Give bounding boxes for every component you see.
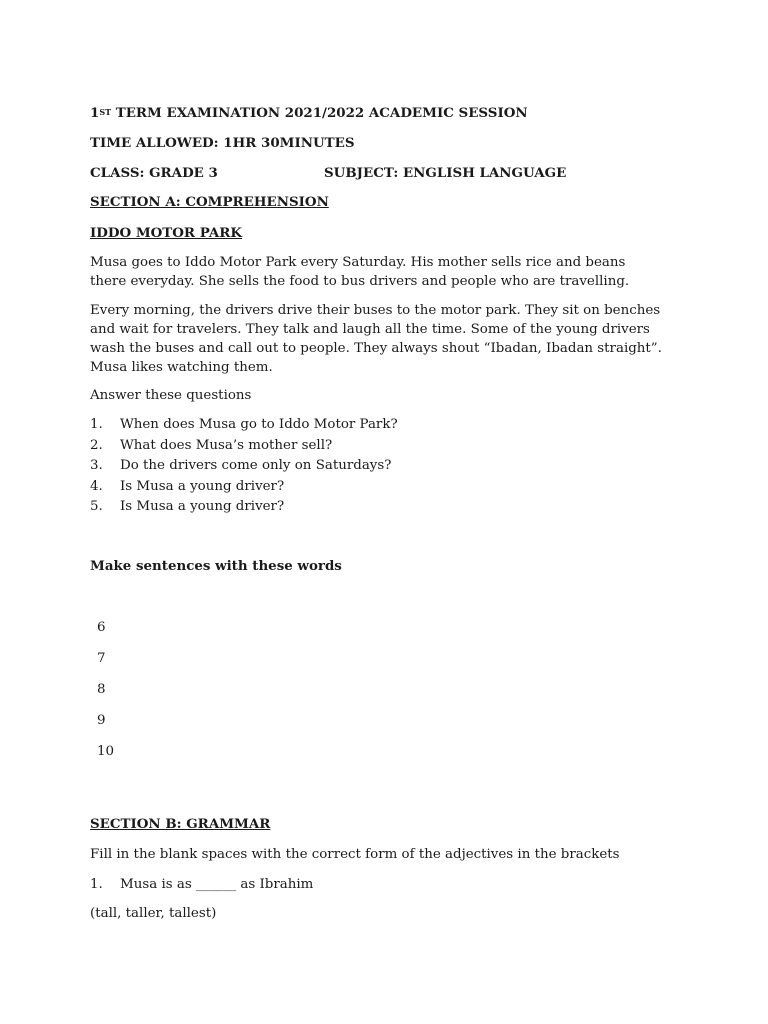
sentence-number: 10 <box>97 744 115 759</box>
passage-paragraph-1: Musa goes to Iddo Motor Park every Saturday. His mother sells rice and beans there everyday. She sells the food to bus drivers and people who are travelling. <box>90 255 630 289</box>
question-item <box>90 415 398 434</box>
class-subject-line <box>90 164 690 183</box>
grammar-question <box>90 875 313 894</box>
question-text: When does Musa go to Iddo Motor Park? <box>120 417 398 432</box>
sentences-heading: Make sentences with these words <box>90 558 342 574</box>
question-text: Is Musa a young driver? <box>120 499 285 514</box>
time-allowed: TIME ALLOWED: 1HR 30MINUTES <box>90 135 355 151</box>
question-number: 3. <box>90 458 103 473</box>
answer-prompt: Answer these questions <box>90 388 252 403</box>
sentence-number: 6 <box>97 620 106 635</box>
question-number: 1. <box>90 417 103 432</box>
question-item <box>90 477 284 496</box>
sentence-number: 7 <box>97 651 106 666</box>
question-item <box>90 436 332 455</box>
question-number: 5. <box>90 499 103 514</box>
sentence-number: 8 <box>97 682 106 697</box>
question-number: 4. <box>90 479 103 494</box>
question-number: 1. <box>90 877 103 892</box>
grammar-options: (tall, taller, tallest) <box>90 906 217 921</box>
question-item <box>90 497 284 516</box>
question-item <box>90 456 391 475</box>
term-number: 1 <box>90 105 100 121</box>
section-b-title: SECTION B: GRAMMAR <box>90 816 271 832</box>
term-title-rest: TERM EXAMINATION 2021/2022 ACADEMIC SESSION <box>111 105 528 121</box>
passage-paragraph-2: Every morning, the drivers drive their buses to the motor park. They sit on benches and wait for travelers. They talk and laugh all the time. Some of the young drivers wash the buses and call out to people. They always shout “Ibadan, Ibadan straight”. Musa likes watching them. <box>90 303 662 375</box>
question-text: Do the drivers come only on Saturdays? <box>120 458 392 473</box>
question-number: 2. <box>90 438 103 453</box>
exam-term-title <box>90 104 528 123</box>
question-text: What does Musa’s mother sell? <box>120 438 333 453</box>
question-text: Is Musa a young driver? <box>120 479 285 494</box>
subject-label: SUBJECT: ENGLISH LANGUAGE <box>324 165 567 181</box>
term-superscript: ST <box>99 107 112 117</box>
section-a-title: SECTION A: COMPREHENSION <box>90 194 329 210</box>
sentence-number: 9 <box>97 713 106 728</box>
passage-title: IDDO MOTOR PARK <box>90 225 242 241</box>
grammar-instruction: Fill in the blank spaces with the correct form of the adjectives in the brackets <box>90 847 620 862</box>
question-text: Musa is as ______ as Ibrahim <box>120 877 314 892</box>
class-label: CLASS: GRADE 3 <box>90 165 218 181</box>
